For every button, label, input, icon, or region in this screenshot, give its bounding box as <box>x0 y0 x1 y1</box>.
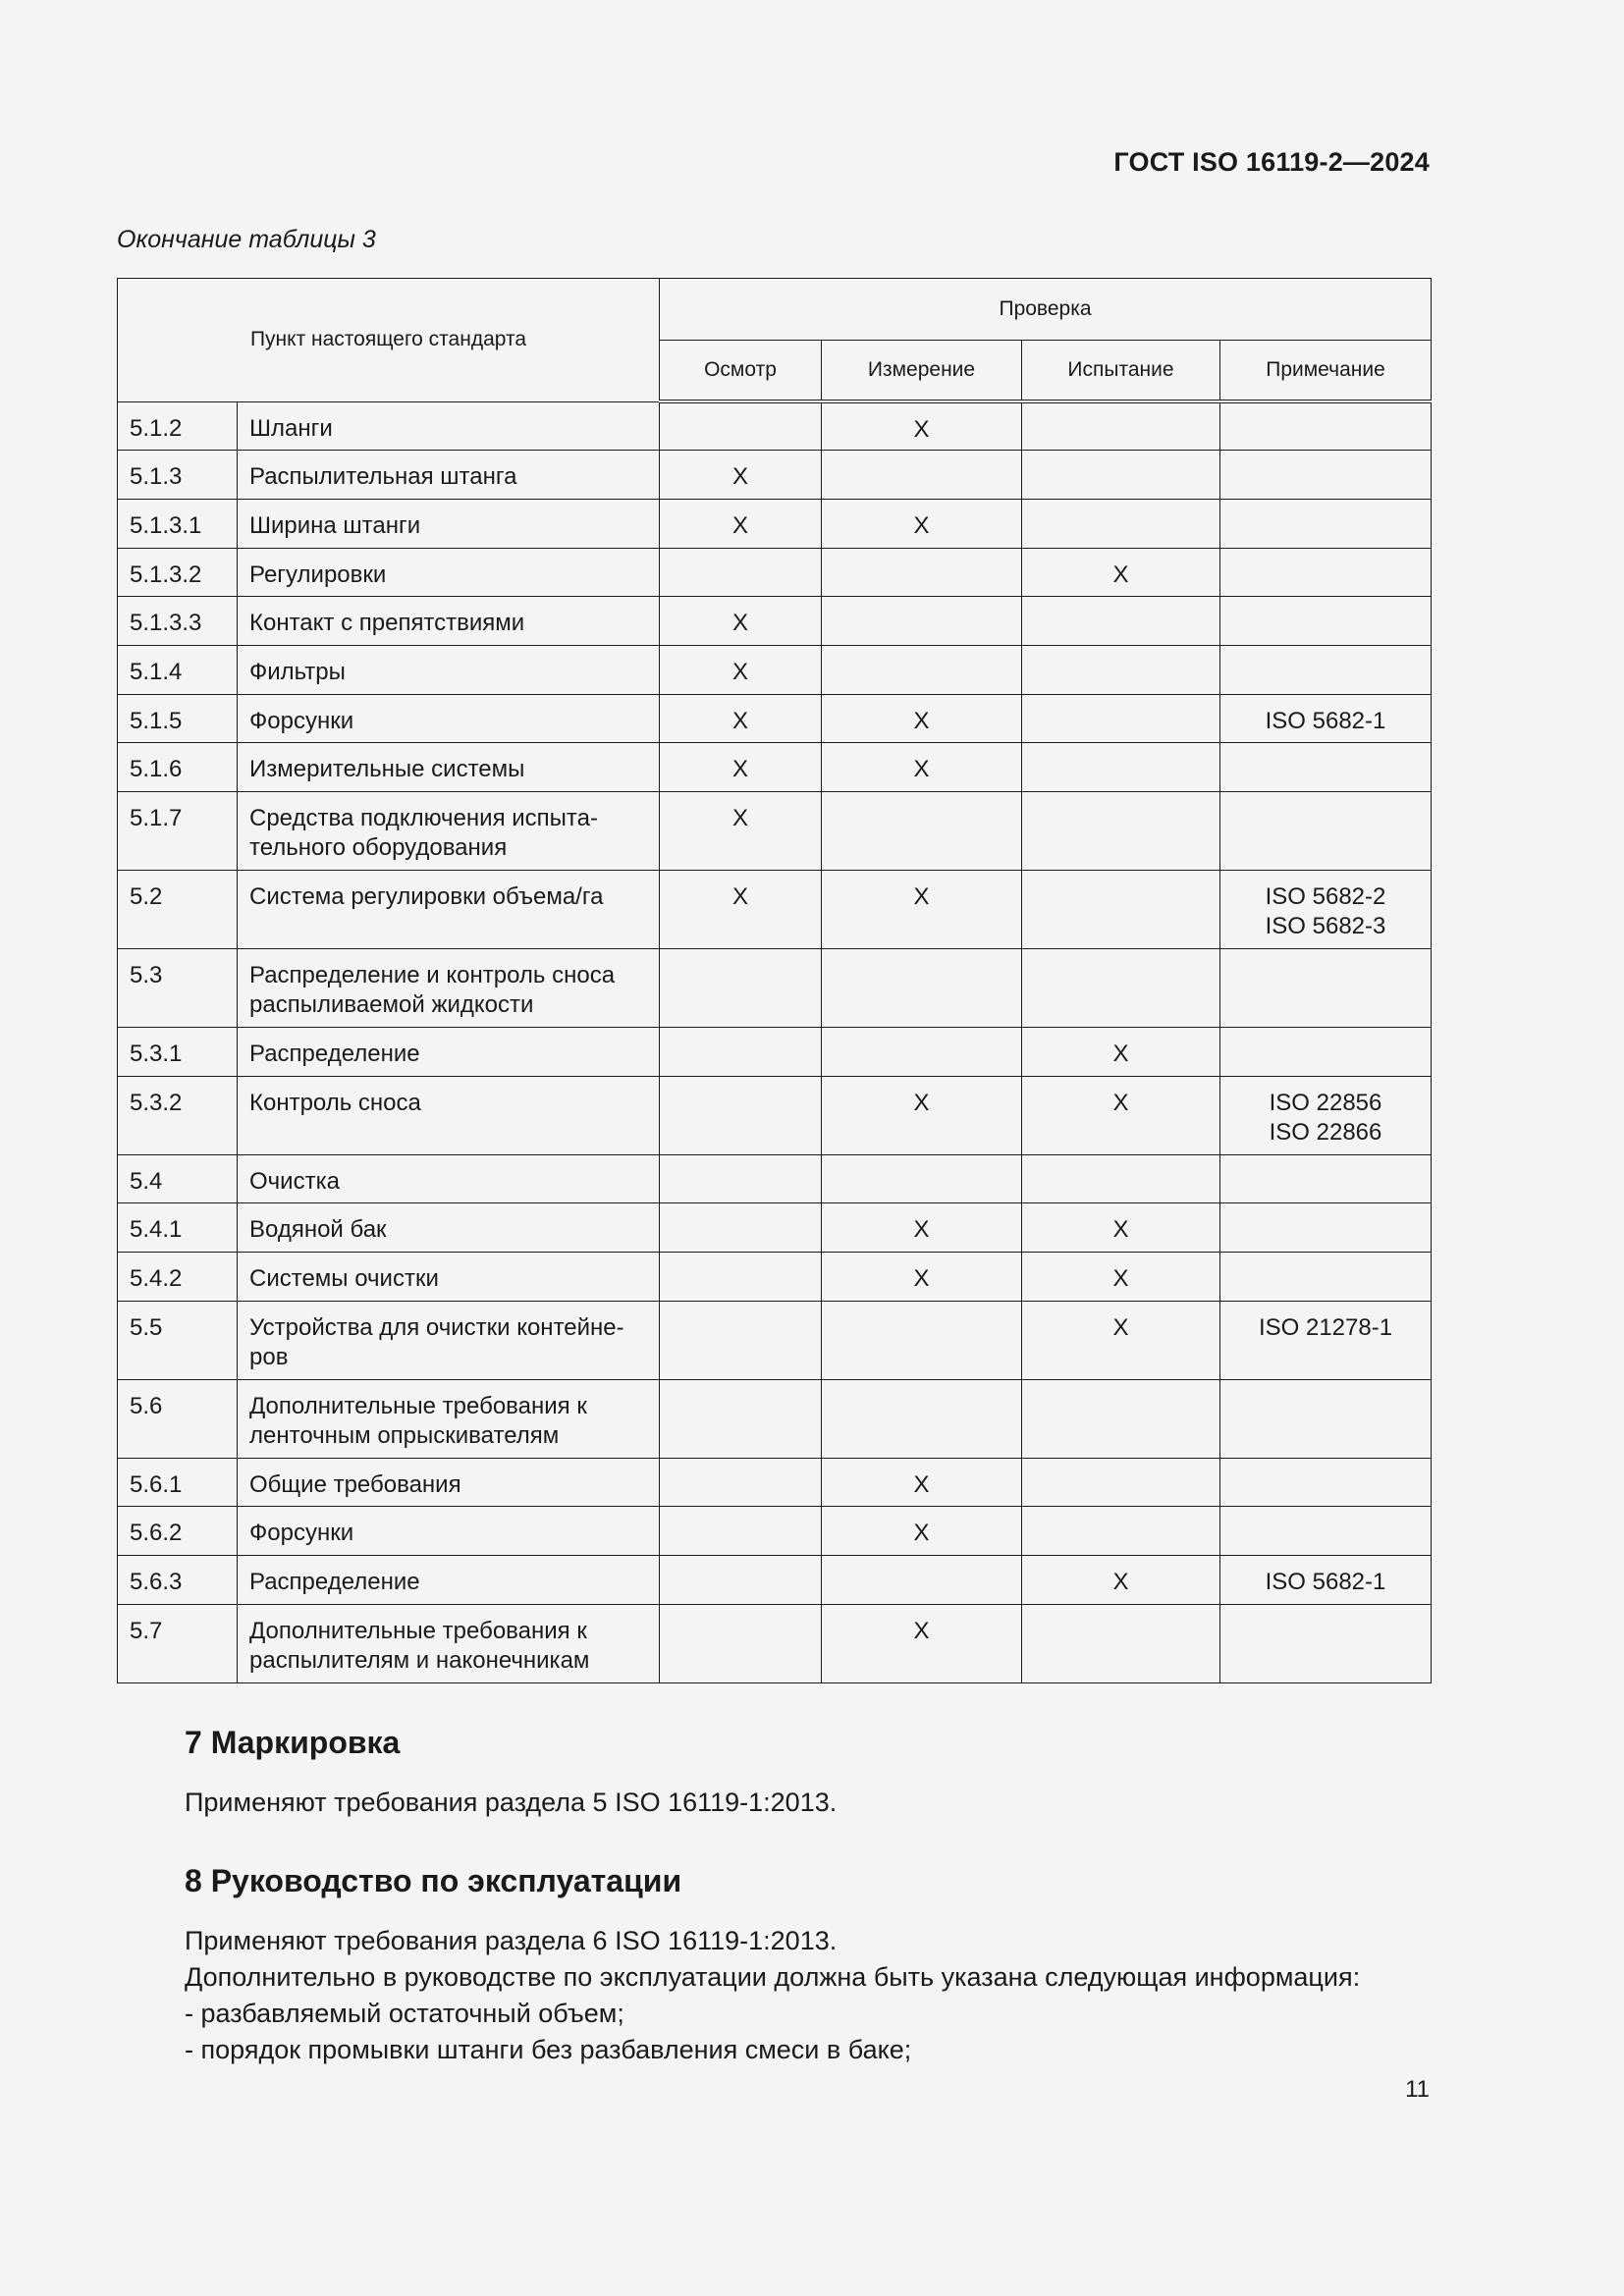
cell-ispytanie: X <box>1022 1556 1220 1605</box>
cell-primechanie: ISO 5682-2 ISO 5682-3 <box>1220 871 1432 949</box>
cell-primechanie <box>1220 1507 1432 1556</box>
cell-ispytanie <box>1022 645 1220 694</box>
cell-osmotr: X <box>660 792 822 871</box>
cell-izmerenie <box>822 1301 1022 1379</box>
cell-primechanie <box>1220 1253 1432 1302</box>
cell-primechanie <box>1220 792 1432 871</box>
cell-item-number: 5.1.3 <box>118 451 238 500</box>
cell-item-name: Распределение <box>238 1028 660 1077</box>
table-row <box>118 1154 1432 1203</box>
cell-item-name: Очистка <box>238 1154 660 1203</box>
paragraph-line: Дополнительно в руководстве по эксплуатации должна быть указана следующая информация: <box>185 1962 1361 1992</box>
cell-primechanie <box>1220 1203 1432 1253</box>
table-row <box>118 1379 1432 1458</box>
cell-osmotr: X <box>660 694 822 743</box>
page-number: 11 <box>1405 2076 1430 2103</box>
cell-primechanie: ISO 5682-1 <box>1220 694 1432 743</box>
cell-item-name: Системы очистки <box>238 1253 660 1302</box>
table-row <box>118 792 1432 871</box>
cell-item-name: Распылительная штанга <box>238 451 660 500</box>
section-text-marking: Применяют требования раздела 5 ISO 16119-1:2013. <box>185 1788 838 1817</box>
cell-item-name: Распределение <box>238 1556 660 1605</box>
cell-item-number: 5.1.3.1 <box>118 499 238 548</box>
cell-izmerenie <box>822 792 1022 871</box>
cell-ispytanie: X <box>1022 1203 1220 1253</box>
table-row <box>118 1076 1432 1154</box>
col-header-item: Пункт настоящего стандарта <box>118 279 660 402</box>
cell-item-name: Шланги <box>238 401 660 451</box>
cell-item-name: Контроль сноса <box>238 1076 660 1154</box>
cell-osmotr <box>660 1556 822 1605</box>
cell-item-number: 5.5 <box>118 1301 238 1379</box>
section-manual <box>185 1863 1360 2068</box>
cell-primechanie <box>1220 597 1432 646</box>
cell-primechanie: ISO 5682-1 <box>1220 1556 1432 1605</box>
cell-osmotr <box>660 1076 822 1154</box>
cell-izmerenie: X <box>822 1203 1022 1253</box>
col-header-izmerenie: Измерение <box>822 341 1022 402</box>
table-row <box>118 499 1432 548</box>
table-row <box>118 871 1432 949</box>
cell-ispytanie <box>1022 1379 1220 1458</box>
cell-osmotr: X <box>660 597 822 646</box>
table-row <box>118 645 1432 694</box>
col-header-osmotr: Осмотр <box>660 341 822 402</box>
cell-ispytanie <box>1022 451 1220 500</box>
cell-item-name: Форсунки <box>238 1507 660 1556</box>
list-item: - разбавляемый остаточный объем; <box>185 1999 624 2028</box>
paragraph-line: Применяют требования раздела 6 ISO 16119-1:2013. <box>185 1926 838 1955</box>
section-marking <box>185 1725 837 1821</box>
cell-ispytanie <box>1022 743 1220 792</box>
document-number: ГОСТ ISO 16119-2—2024 <box>1113 147 1430 177</box>
cell-item-number: 5.1.5 <box>118 694 238 743</box>
cell-ispytanie: X <box>1022 1076 1220 1154</box>
cell-ispytanie <box>1022 871 1220 949</box>
cell-primechanie <box>1220 499 1432 548</box>
table-row <box>118 1301 1432 1379</box>
cell-izmerenie: X <box>822 1604 1022 1682</box>
cell-ispytanie <box>1022 597 1220 646</box>
cell-izmerenie: X <box>822 694 1022 743</box>
cell-izmerenie: X <box>822 1458 1022 1507</box>
cell-primechanie <box>1220 1154 1432 1203</box>
cell-ispytanie <box>1022 949 1220 1028</box>
cell-primechanie <box>1220 949 1432 1028</box>
table-row <box>118 1507 1432 1556</box>
cell-izmerenie <box>822 949 1022 1028</box>
cell-item-number: 5.6.1 <box>118 1458 238 1507</box>
cell-primechanie: ISO 22856 ISO 22866 <box>1220 1076 1432 1154</box>
cell-item-name: Общие требования <box>238 1458 660 1507</box>
cell-item-name: Дополнительные требования к распылителям и наконечникам <box>238 1604 660 1682</box>
table-row <box>118 451 1432 500</box>
cell-primechanie: ISO 21278-1 <box>1220 1301 1432 1379</box>
cell-izmerenie: X <box>822 1076 1022 1154</box>
cell-ispytanie <box>1022 1604 1220 1682</box>
cell-izmerenie: X <box>822 1253 1022 1302</box>
cell-izmerenie <box>822 1379 1022 1458</box>
cell-izmerenie: X <box>822 1507 1022 1556</box>
cell-item-number: 5.6.2 <box>118 1507 238 1556</box>
cell-ispytanie <box>1022 1154 1220 1203</box>
cell-primechanie <box>1220 1379 1432 1458</box>
table-row <box>118 1458 1432 1507</box>
table-row <box>118 743 1432 792</box>
cell-osmotr: X <box>660 451 822 500</box>
cell-ispytanie <box>1022 694 1220 743</box>
cell-ispytanie: X <box>1022 548 1220 597</box>
table-row <box>118 548 1432 597</box>
inspection-table <box>117 278 1432 1683</box>
table-row <box>118 1203 1432 1253</box>
col-header-ispytanie: Испытание <box>1022 341 1220 402</box>
cell-osmotr <box>660 1203 822 1253</box>
cell-item-name: Форсунки <box>238 694 660 743</box>
cell-item-number: 5.6 <box>118 1379 238 1458</box>
cell-item-number: 5.3 <box>118 949 238 1028</box>
cell-primechanie <box>1220 451 1432 500</box>
cell-item-number: 5.4 <box>118 1154 238 1203</box>
table-body <box>118 401 1432 1682</box>
table-row <box>118 949 1432 1028</box>
cell-primechanie <box>1220 645 1432 694</box>
cell-item-number: 5.6.3 <box>118 1556 238 1605</box>
cell-item-name: Система регулировки объема/га <box>238 871 660 949</box>
cell-osmotr <box>660 548 822 597</box>
cell-item-number: 5.1.6 <box>118 743 238 792</box>
cell-osmotr: X <box>660 645 822 694</box>
table-row <box>118 597 1432 646</box>
cell-item-name: Измерительные системы <box>238 743 660 792</box>
table-row <box>118 1028 1432 1077</box>
cell-osmotr <box>660 1379 822 1458</box>
cell-item-number: 5.7 <box>118 1604 238 1682</box>
cell-item-name: Регулировки <box>238 548 660 597</box>
table-row <box>118 401 1432 451</box>
cell-item-name: Распределение и контроль сноса распыливаемой жидкости <box>238 949 660 1028</box>
cell-osmotr <box>660 1604 822 1682</box>
cell-item-name: Средства подключения испыта- тельного оборудования <box>238 792 660 871</box>
cell-izmerenie <box>822 597 1022 646</box>
cell-ispytanie <box>1022 499 1220 548</box>
cell-item-number: 5.3.2 <box>118 1076 238 1154</box>
cell-item-number: 5.2 <box>118 871 238 949</box>
cell-item-number: 5.1.3.2 <box>118 548 238 597</box>
cell-osmotr: X <box>660 743 822 792</box>
cell-item-number: 5.1.4 <box>118 645 238 694</box>
section-title-manual: 8 Руководство по эксплуатации <box>185 1863 682 1898</box>
cell-izmerenie <box>822 1556 1022 1605</box>
cell-item-number: 5.3.1 <box>118 1028 238 1077</box>
cell-izmerenie: X <box>822 499 1022 548</box>
cell-item-name: Контакт с препятствиями <box>238 597 660 646</box>
section-title-marking: 7 Маркировка <box>185 1725 401 1760</box>
cell-item-number: 5.4.1 <box>118 1203 238 1253</box>
cell-osmotr <box>660 1028 822 1077</box>
cell-primechanie <box>1220 548 1432 597</box>
cell-osmotr: X <box>660 871 822 949</box>
cell-item-name: Устройства для очистки контейне- ров <box>238 1301 660 1379</box>
cell-ispytanie: X <box>1022 1253 1220 1302</box>
cell-osmotr <box>660 1507 822 1556</box>
cell-ispytanie <box>1022 401 1220 451</box>
cell-izmerenie <box>822 1028 1022 1077</box>
table-row <box>118 1604 1432 1682</box>
cell-primechanie <box>1220 401 1432 451</box>
cell-ispytanie <box>1022 1507 1220 1556</box>
cell-osmotr <box>660 401 822 451</box>
cell-item-number: 5.4.2 <box>118 1253 238 1302</box>
cell-primechanie <box>1220 1458 1432 1507</box>
cell-osmotr <box>660 1154 822 1203</box>
cell-osmotr <box>660 1253 822 1302</box>
cell-item-number: 5.1.2 <box>118 401 238 451</box>
cell-izmerenie <box>822 1154 1022 1203</box>
cell-item-name: Ширина штанги <box>238 499 660 548</box>
cell-item-name: Водяной бак <box>238 1203 660 1253</box>
cell-item-number: 5.1.7 <box>118 792 238 871</box>
cell-izmerenie <box>822 548 1022 597</box>
cell-osmotr <box>660 1458 822 1507</box>
cell-osmotr <box>660 949 822 1028</box>
table-row <box>118 1556 1432 1605</box>
col-header-primechanie: Примечание <box>1220 341 1432 402</box>
cell-izmerenie: X <box>822 401 1022 451</box>
list-item: - порядок промывки штанги без разбавления смеси в баке; <box>185 2035 912 2064</box>
table-row <box>118 1253 1432 1302</box>
cell-primechanie <box>1220 1604 1432 1682</box>
cell-primechanie <box>1220 1028 1432 1077</box>
cell-ispytanie: X <box>1022 1301 1220 1379</box>
col-header-check: Проверка <box>660 279 1432 341</box>
cell-osmotr: X <box>660 499 822 548</box>
cell-osmotr <box>660 1301 822 1379</box>
table-row <box>118 694 1432 743</box>
cell-ispytanie <box>1022 792 1220 871</box>
cell-izmerenie: X <box>822 871 1022 949</box>
cell-item-name: Дополнительные требования к ленточным опрыскивателям <box>238 1379 660 1458</box>
cell-ispytanie <box>1022 1458 1220 1507</box>
cell-item-number: 5.1.3.3 <box>118 597 238 646</box>
table-caption: Окончание таблицы 3 <box>117 226 376 253</box>
cell-izmerenie <box>822 645 1022 694</box>
cell-primechanie <box>1220 743 1432 792</box>
cell-ispytanie: X <box>1022 1028 1220 1077</box>
cell-izmerenie <box>822 451 1022 500</box>
cell-izmerenie: X <box>822 743 1022 792</box>
cell-item-name: Фильтры <box>238 645 660 694</box>
